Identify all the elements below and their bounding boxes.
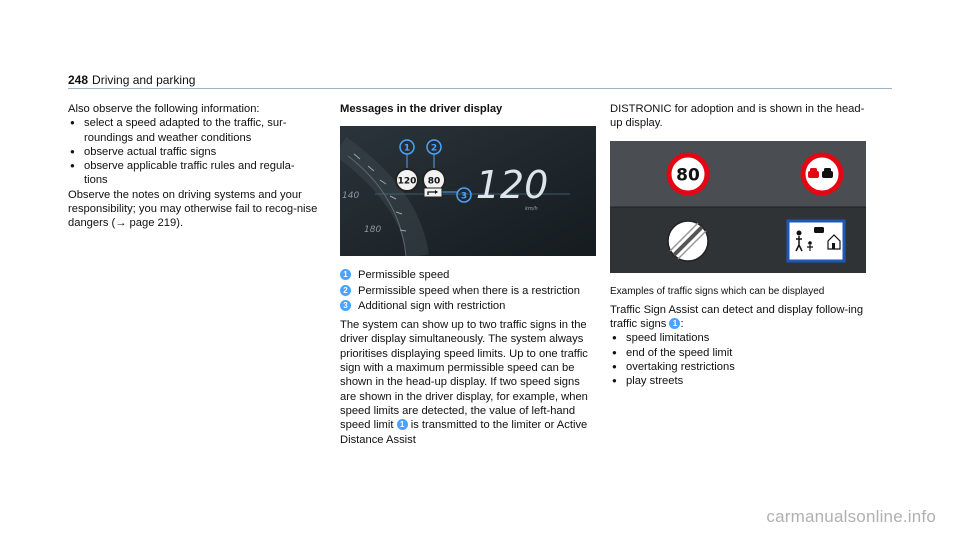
legend-badge: 3 [340, 300, 351, 311]
current-speed-readout: 120 [475, 163, 549, 208]
info-bullet-list [68, 116, 318, 187]
additional-sign-icon [424, 188, 442, 197]
svg-text:80: 80 [676, 165, 700, 186]
legend-item: 3 Additional sign with restriction [340, 299, 596, 313]
bullet-item: ● observe actual traffic signs [68, 145, 318, 159]
driver-display-figure [340, 126, 596, 256]
legend-badge: 1 [340, 269, 351, 280]
legend-item: 1 Permissible speed [340, 268, 596, 282]
speed-unit: km/h [525, 206, 538, 213]
watermark: carmanualsonline.info [766, 507, 936, 526]
header-rule [68, 88, 892, 89]
legend-badge: 2 [340, 285, 351, 296]
svg-text:3: 3 [460, 191, 468, 202]
page-number: 248 [68, 73, 89, 87]
svg-text:2: 2 [430, 143, 438, 154]
speed-sign-120-icon [396, 169, 418, 191]
intro-text: Also observe the following information: [68, 103, 260, 115]
section-heading: Messages in the driver display [340, 103, 503, 115]
distronic-paragraph: DISTRONIC for adoption and is shown in the head-up display. [610, 103, 865, 130]
driver-display-illustration [340, 126, 596, 256]
svg-text:80: 80 [427, 176, 441, 187]
svg-text:120: 120 [397, 176, 417, 187]
figure-caption: Examples of traffic signs which can be displayed [610, 285, 825, 297]
bullet-item: ● end of the speed limit [610, 346, 866, 360]
column-3 [610, 102, 866, 389]
bullet-item: ● observe applicable traffic rules and regula-tions [68, 159, 318, 188]
bullet-item: ● speed limitations [610, 331, 866, 345]
traffic-sign-assist-paragraph: Traffic Sign Assist can detect and display follow-ing traffic signs 1 : [610, 303, 864, 331]
system-paragraph: The system can show up to two traffic signs in the driver display simultaneously. The system always prioritises displaying speed limits. Up to one traffic sign with a maximum permissible speed can be shown in the head-up display. If two speed signs are shown in the driver display, for example, when speed limits are detected, the value of left-hand speed limit 1 is transmitted to the limiter or Active Distance Assist [340, 319, 588, 446]
inline-badge: 1 [669, 318, 680, 329]
legend-item: 2 Permissible speed when there is a restriction [340, 284, 596, 298]
page-header [68, 73, 195, 87]
arrow-icon: → [115, 217, 127, 230]
end-of-speed-limit-icon [668, 221, 708, 261]
inline-badge: 1 [397, 419, 408, 430]
bullet-item: ● select a speed adapted to the traffic, sur-roundings and weather conditions [68, 116, 318, 145]
bullet-item: ● overtaking restrictions [610, 360, 866, 374]
play-street-icon [788, 221, 844, 261]
figure-legend [340, 268, 596, 313]
traffic-sign-bullet-list [610, 331, 866, 388]
svg-text:1: 1 [403, 143, 411, 154]
column-2 [340, 102, 596, 447]
traffic-signs-figure [610, 141, 866, 273]
responsibility-text: Observe the notes on driving systems and your responsibility; you may otherwise fail to recog-nise dangers ( [68, 188, 318, 230]
bullet-item: ● play streets [610, 374, 866, 388]
traffic-signs-illustration [610, 141, 866, 273]
column-1 [68, 102, 318, 231]
responsibility-paragraph [68, 188, 318, 231]
section-title: Driving and parking [92, 73, 196, 87]
no-overtaking-icon [803, 155, 841, 193]
speed-limit-80-icon [669, 155, 707, 193]
scale-label-180: 180 [364, 225, 382, 236]
scale-label-140: 140 [342, 191, 360, 202]
page-reference-link[interactable]: page 219). [126, 217, 184, 230]
